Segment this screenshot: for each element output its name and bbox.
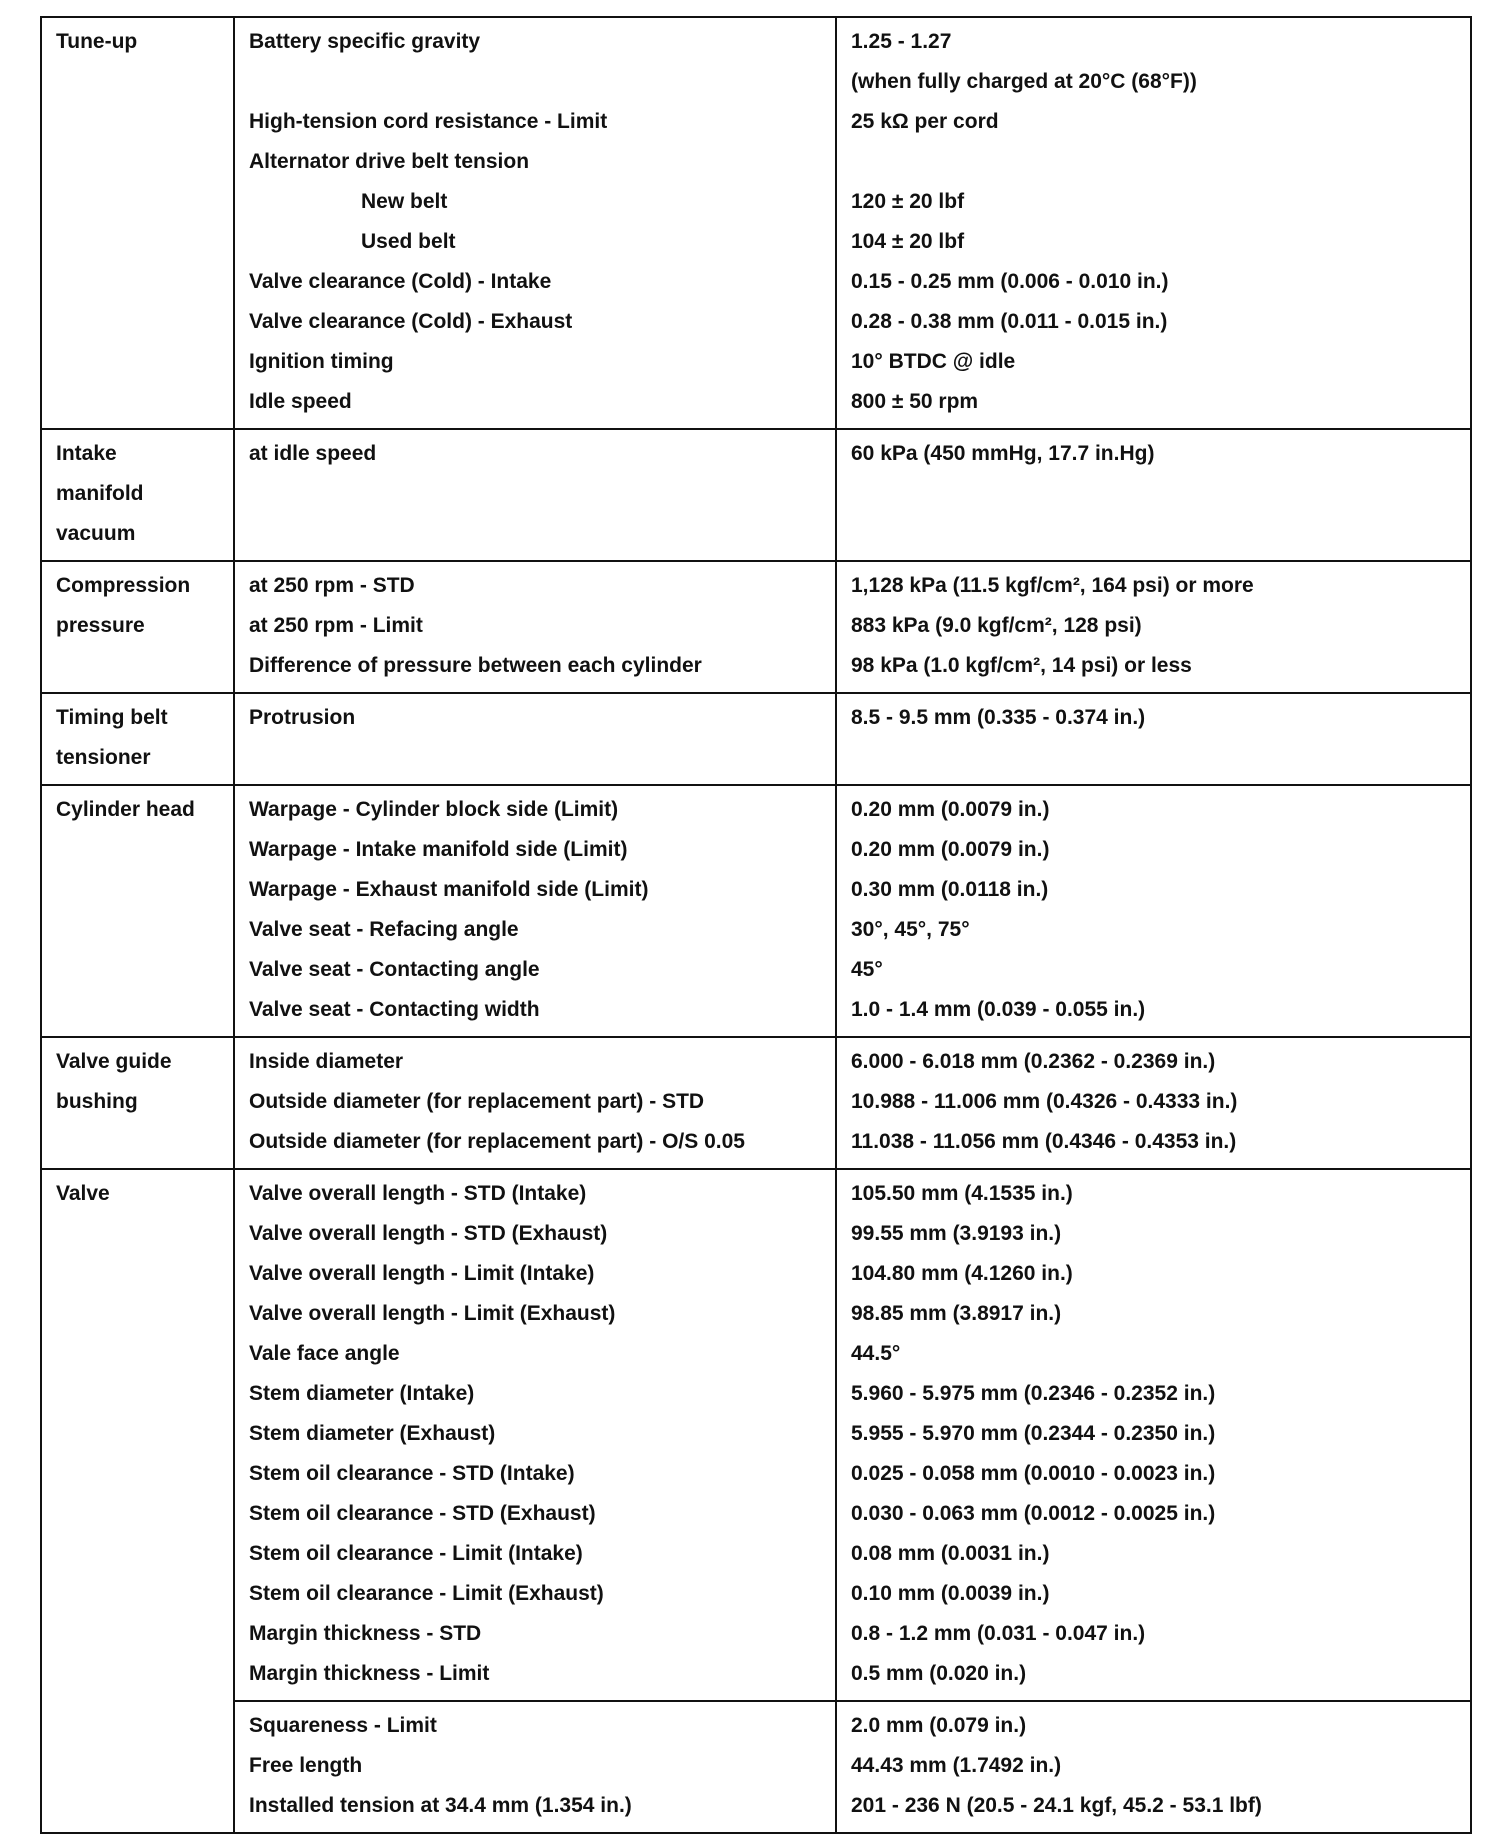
spec-value: 0.025 - 0.058 mm (0.0010 - 0.0023 in.) bbox=[851, 1462, 1216, 1485]
item-label: at 250 rpm - STD bbox=[249, 574, 415, 597]
value-cell bbox=[836, 561, 1471, 693]
item-label: Protrusion bbox=[249, 706, 356, 729]
item-label: Stem diameter (Intake) bbox=[249, 1382, 475, 1405]
category-label: pressure bbox=[56, 614, 145, 637]
item-cell bbox=[234, 1037, 836, 1169]
spec-value: 30°, 45°, 75° bbox=[851, 918, 970, 941]
item-label: Alternator drive belt tension bbox=[249, 150, 530, 173]
category-cell bbox=[41, 785, 234, 1037]
item-label: Valve overall length - STD (Intake) bbox=[249, 1182, 587, 1205]
item-label: Free length bbox=[249, 1754, 363, 1777]
value-cell bbox=[836, 17, 1471, 429]
spec-value: 104 ± 20 lbf bbox=[851, 230, 965, 253]
spec-section-intake-manifold-vacuum bbox=[41, 429, 1471, 561]
category-cell bbox=[41, 429, 234, 561]
spec-value: 10.988 - 11.006 mm (0.4326 - 0.4333 in.) bbox=[851, 1090, 1238, 1113]
spec-value: 0.15 - 0.25 mm (0.006 - 0.010 in.) bbox=[851, 270, 1169, 293]
spec-value: 45° bbox=[851, 958, 883, 981]
spec-section-valve bbox=[41, 1169, 1471, 1701]
item-label: Stem oil clearance - Limit (Exhaust) bbox=[249, 1582, 604, 1605]
spec-value: 0.08 mm (0.0031 in.) bbox=[851, 1542, 1050, 1565]
item-label: Valve seat - Contacting width bbox=[249, 998, 540, 1021]
spec-value: 1,128 kPa (11.5 kgf/cm², 164 psi) or more bbox=[851, 574, 1254, 597]
spec-value: 44.5° bbox=[851, 1342, 901, 1365]
category-label: Compression bbox=[56, 574, 191, 597]
spec-value: 1.25 - 1.27 bbox=[851, 30, 952, 53]
item-label: Warpage - Intake manifold side (Limit) bbox=[249, 838, 628, 861]
value-cell bbox=[836, 429, 1471, 561]
item-label: Valve seat - Refacing angle bbox=[249, 918, 519, 941]
item-label: Used belt bbox=[361, 230, 456, 253]
category-label: Valve guide bbox=[56, 1050, 172, 1073]
item-cell bbox=[234, 1169, 836, 1701]
specification-table bbox=[40, 16, 1472, 1834]
item-label: Installed tension at 34.4 mm (1.354 in.) bbox=[249, 1794, 632, 1817]
spec-value: 25 kΩ per cord bbox=[851, 110, 999, 133]
item-label: Difference of pressure between each cylinder bbox=[249, 654, 702, 677]
spec-value: 120 ± 20 lbf bbox=[851, 190, 965, 213]
spec-value: 0.10 mm (0.0039 in.) bbox=[851, 1582, 1050, 1605]
item-label: at idle speed bbox=[249, 442, 377, 465]
spec-value: 8.5 - 9.5 mm (0.335 - 0.374 in.) bbox=[851, 706, 1146, 729]
spec-section-timing-belt-tensioner bbox=[41, 693, 1471, 785]
item-label: Outside diameter (for replacement part) - O/S 0.05 bbox=[249, 1130, 745, 1153]
item-label: Warpage - Exhaust manifold side (Limit) bbox=[249, 878, 649, 901]
spec-value: 0.8 - 1.2 mm (0.031 - 0.047 in.) bbox=[851, 1622, 1146, 1645]
item-cell bbox=[234, 561, 836, 693]
category-label: Tune-up bbox=[56, 30, 138, 53]
spec-value: 6.000 - 6.018 mm (0.2362 - 0.2369 in.) bbox=[851, 1050, 1216, 1073]
item-cell bbox=[234, 785, 836, 1037]
category-label: manifold bbox=[56, 482, 144, 505]
category-cell bbox=[41, 693, 234, 785]
spec-section-valve-spring bbox=[41, 1701, 1471, 1833]
category-label: Intake bbox=[56, 442, 117, 465]
spec-value: 5.960 - 5.975 mm (0.2346 - 0.2352 in.) bbox=[851, 1382, 1216, 1405]
item-label: Idle speed bbox=[249, 390, 352, 413]
item-label: Margin thickness - STD bbox=[249, 1622, 482, 1645]
category-cell bbox=[41, 561, 234, 693]
item-label: Stem diameter (Exhaust) bbox=[249, 1422, 496, 1445]
value-cell bbox=[836, 1701, 1471, 1833]
item-label: New belt bbox=[361, 190, 448, 213]
spec-value: 1.0 - 1.4 mm (0.039 - 0.055 in.) bbox=[851, 998, 1146, 1021]
item-cell bbox=[234, 1701, 836, 1833]
spec-section-tune-up bbox=[41, 17, 1471, 429]
spec-section-compression-pressure bbox=[41, 561, 1471, 693]
category-label: vacuum bbox=[56, 522, 136, 545]
item-cell bbox=[234, 429, 836, 561]
item-label: Margin thickness - Limit bbox=[249, 1662, 490, 1685]
spec-value: 5.955 - 5.970 mm (0.2344 - 0.2350 in.) bbox=[851, 1422, 1216, 1445]
spec-value: 0.20 mm (0.0079 in.) bbox=[851, 798, 1050, 821]
spec-value: 98 kPa (1.0 kgf/cm², 14 psi) or less bbox=[851, 654, 1192, 677]
spec-value: 201 - 236 N (20.5 - 24.1 kgf, 45.2 - 53.1 lbf) bbox=[851, 1794, 1262, 1817]
item-label: Inside diameter bbox=[249, 1050, 404, 1073]
item-label: Valve clearance (Cold) - Intake bbox=[249, 270, 552, 293]
category-label: tensioner bbox=[56, 746, 151, 769]
spec-value bbox=[851, 142, 1456, 182]
value-cell bbox=[836, 785, 1471, 1037]
spec-value: 0.28 - 0.38 mm (0.011 - 0.015 in.) bbox=[851, 310, 1168, 333]
spec-value: 883 kPa (9.0 kgf/cm², 128 psi) bbox=[851, 614, 1142, 637]
item-label: Ignition timing bbox=[249, 350, 394, 373]
item-label bbox=[249, 62, 821, 102]
item-label: High-tension cord resistance - Limit bbox=[249, 110, 608, 133]
value-cell bbox=[836, 1037, 1471, 1169]
spec-value: 60 kPa (450 mmHg, 17.7 in.Hg) bbox=[851, 442, 1155, 465]
spec-value: 105.50 mm (4.1535 in.) bbox=[851, 1182, 1073, 1205]
item-label: Squareness - Limit bbox=[249, 1714, 437, 1737]
spec-section-cylinder-head bbox=[41, 785, 1471, 1037]
spec-value: 99.55 mm (3.9193 in.) bbox=[851, 1222, 1062, 1245]
item-label: Valve overall length - STD (Exhaust) bbox=[249, 1222, 608, 1245]
spec-value: 98.85 mm (3.8917 in.) bbox=[851, 1302, 1062, 1325]
spec-value: 800 ± 50 rpm bbox=[851, 390, 979, 413]
spec-value: 104.80 mm (4.1260 in.) bbox=[851, 1262, 1073, 1285]
item-label: Warpage - Cylinder block side (Limit) bbox=[249, 798, 619, 821]
category-label: Timing belt bbox=[56, 706, 168, 729]
item-label: Stem oil clearance - Limit (Intake) bbox=[249, 1542, 583, 1565]
item-label: Vale face angle bbox=[249, 1342, 400, 1365]
item-label: at 250 rpm - Limit bbox=[249, 614, 423, 637]
category-cell bbox=[41, 17, 234, 429]
category-cell bbox=[41, 1169, 234, 1833]
spec-value: 11.038 - 11.056 mm (0.4346 - 0.4353 in.) bbox=[851, 1130, 1237, 1153]
value-cell bbox=[836, 693, 1471, 785]
spec-value: 0.30 mm (0.0118 in.) bbox=[851, 878, 1049, 901]
spec-section-valve-guide-bushing bbox=[41, 1037, 1471, 1169]
item-label: Stem oil clearance - STD (Intake) bbox=[249, 1462, 575, 1485]
item-cell bbox=[234, 693, 836, 785]
spec-value: 10° BTDC @ idle bbox=[851, 350, 1016, 373]
item-cell bbox=[234, 17, 836, 429]
item-label: Stem oil clearance - STD (Exhaust) bbox=[249, 1502, 596, 1525]
item-label: Outside diameter (for replacement part) - STD bbox=[249, 1090, 705, 1113]
spec-value: 0.20 mm (0.0079 in.) bbox=[851, 838, 1050, 861]
spec-value: (when fully charged at 20°C (68°F)) bbox=[851, 70, 1197, 93]
category-label: Valve bbox=[56, 1182, 110, 1205]
item-label: Valve seat - Contacting angle bbox=[249, 958, 540, 981]
spec-value: 2.0 mm (0.079 in.) bbox=[851, 1714, 1027, 1737]
spec-value: 0.5 mm (0.020 in.) bbox=[851, 1662, 1027, 1685]
item-label: Valve overall length - Limit (Exhaust) bbox=[249, 1302, 616, 1325]
spec-value: 0.030 - 0.063 mm (0.0012 - 0.0025 in.) bbox=[851, 1502, 1216, 1525]
item-label: Valve clearance (Cold) - Exhaust bbox=[249, 310, 573, 333]
spec-value: 44.43 mm (1.7492 in.) bbox=[851, 1754, 1062, 1777]
category-label: Cylinder head bbox=[56, 798, 195, 821]
category-label: bushing bbox=[56, 1090, 138, 1113]
item-label: Valve overall length - Limit (Intake) bbox=[249, 1262, 595, 1285]
value-cell bbox=[836, 1169, 1471, 1701]
category-cell bbox=[41, 1037, 234, 1169]
item-label: Battery specific gravity bbox=[249, 30, 481, 53]
